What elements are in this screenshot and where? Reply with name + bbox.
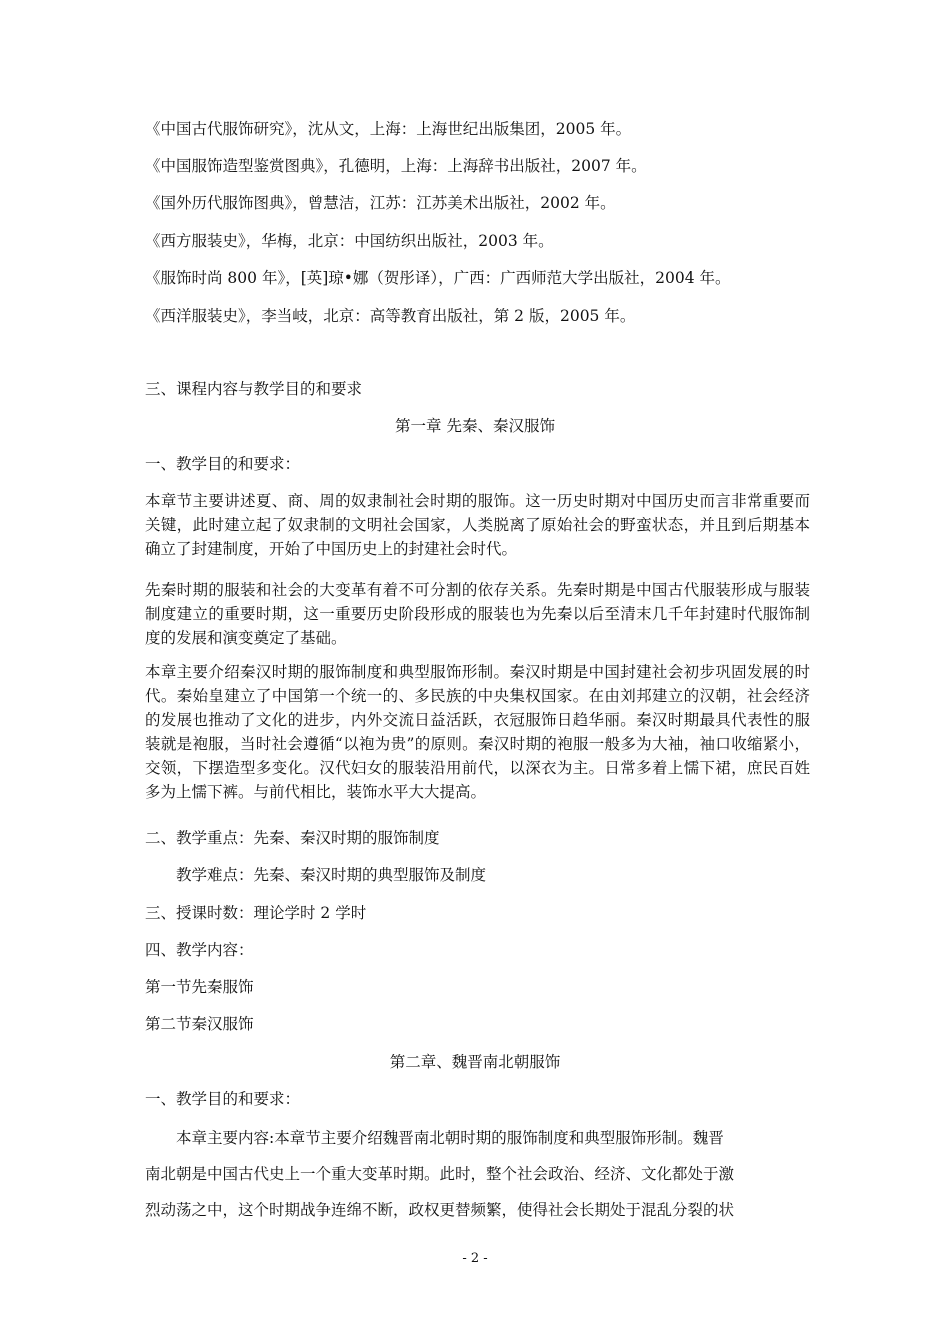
- key-points: 二、教学重点：先秦、秦汉时期的服饰制度: [145, 829, 440, 847]
- body-paragraph: [145, 660, 810, 804]
- reference-item: 《国外历代服饰图典》，曾慧洁，江苏：江苏美术出版社，2002 年。: [145, 194, 616, 212]
- chapter-title: 第一章 先秦、秦汉服饰: [395, 417, 555, 435]
- body-line: 南北朝是中国古代史上一个重大变革时期。此时，整个社会政治、经济、文化都处于激: [145, 1165, 735, 1183]
- paragraph-text: 先秦时期的服装和社会的大变革有着不可分割的依存关系。先秦时期是中国古代服装形成与服装制度建立的重要时期，这一重要历史阶段形成的服装也为先秦以后至清末几千年封建时代服饰制度的发展和演变奠定了基础。: [145, 581, 810, 647]
- paragraph-text: 本章节主要讲述夏、商、周的奴隶制社会时期的服饰。这一历史时期对中国历史而言非常重要而关键，此时建立起了奴隶制的文明社会国家，人类脱离了原始社会的野蛮状态，并且到后期基本确立了封建制度，开始了中国历史上的封建社会时代。: [145, 492, 810, 558]
- body-paragraph: [145, 489, 810, 561]
- section-item: 第一节先秦服饰: [145, 978, 254, 996]
- reference-item: 《中国服饰造型鉴赏图典》，孔德明，上海：上海辞书出版社，2007 年。: [145, 157, 647, 175]
- section-item: 第二节秦汉服饰: [145, 1015, 254, 1033]
- chapter-title: 第二章、魏晋南北朝服饰: [389, 1053, 561, 1071]
- section-heading: 三、课程内容与教学目的和要求: [145, 380, 363, 398]
- body-line: 烈动荡之中，这个时期战争连绵不断，政权更替频繁，使得社会长期处于混乱分裂的状: [145, 1201, 735, 1219]
- body-paragraph: [145, 578, 810, 650]
- subheading: 一、教学目的和要求：: [145, 1090, 301, 1108]
- teaching-hours: 三、授课时数：理论学时 2 学时: [145, 904, 367, 922]
- subheading: 一、教学目的和要求：: [145, 455, 301, 473]
- paragraph-text: 本章主要介绍秦汉时期的服饰制度和典型服饰形制。秦汉时期是中国封建社会初步巩固发展的时代。秦始皇建立了中国第一个统一的、多民族的中央集权国家。在由刘邦建立的汉朝，社会经济的发展也推动了文化的进步，内外交流日益活跃，衣冠服饰日趋华丽。秦汉时期最具代表性的服装就是袍服，当时社会遵循“以袍为贵”的原则。秦汉时期的袍服一般多为大袖，袖口收缩紧小，交领，下摆造型多变化。汉代妇女的服装沿用前代，以深衣为主。日常多着上懦下裙，庶民百姓多为上懦下裤。与前代相比，装饰水平大大提高。: [145, 663, 810, 801]
- reference-item: 《西方服装史》，华梅，北京：中国纺织出版社，2003 年。: [145, 232, 554, 250]
- content-heading: 四、教学内容：: [145, 941, 254, 959]
- reference-item: 《服饰时尚 800 年》，[英]琼•娜（贺彤译），广西：广西师范大学出版社，2004 年。: [145, 269, 731, 287]
- reference-item: 《中国古代服饰研究》，沈从文，上海：上海世纪出版集团，2005 年。: [145, 120, 632, 138]
- body-line: 本章主要内容:本章节主要介绍魏晋南北朝时期的服饰制度和典型服饰形制。魏晋: [176, 1129, 724, 1147]
- reference-item: 《西洋服装史》，李当岐，北京：高等教育出版社，第 2 版，2005 年。: [145, 307, 636, 325]
- difficulties: 教学难点：先秦、秦汉时期的典型服饰及制度: [176, 866, 487, 884]
- page-number: - 2 -: [462, 1251, 488, 1266]
